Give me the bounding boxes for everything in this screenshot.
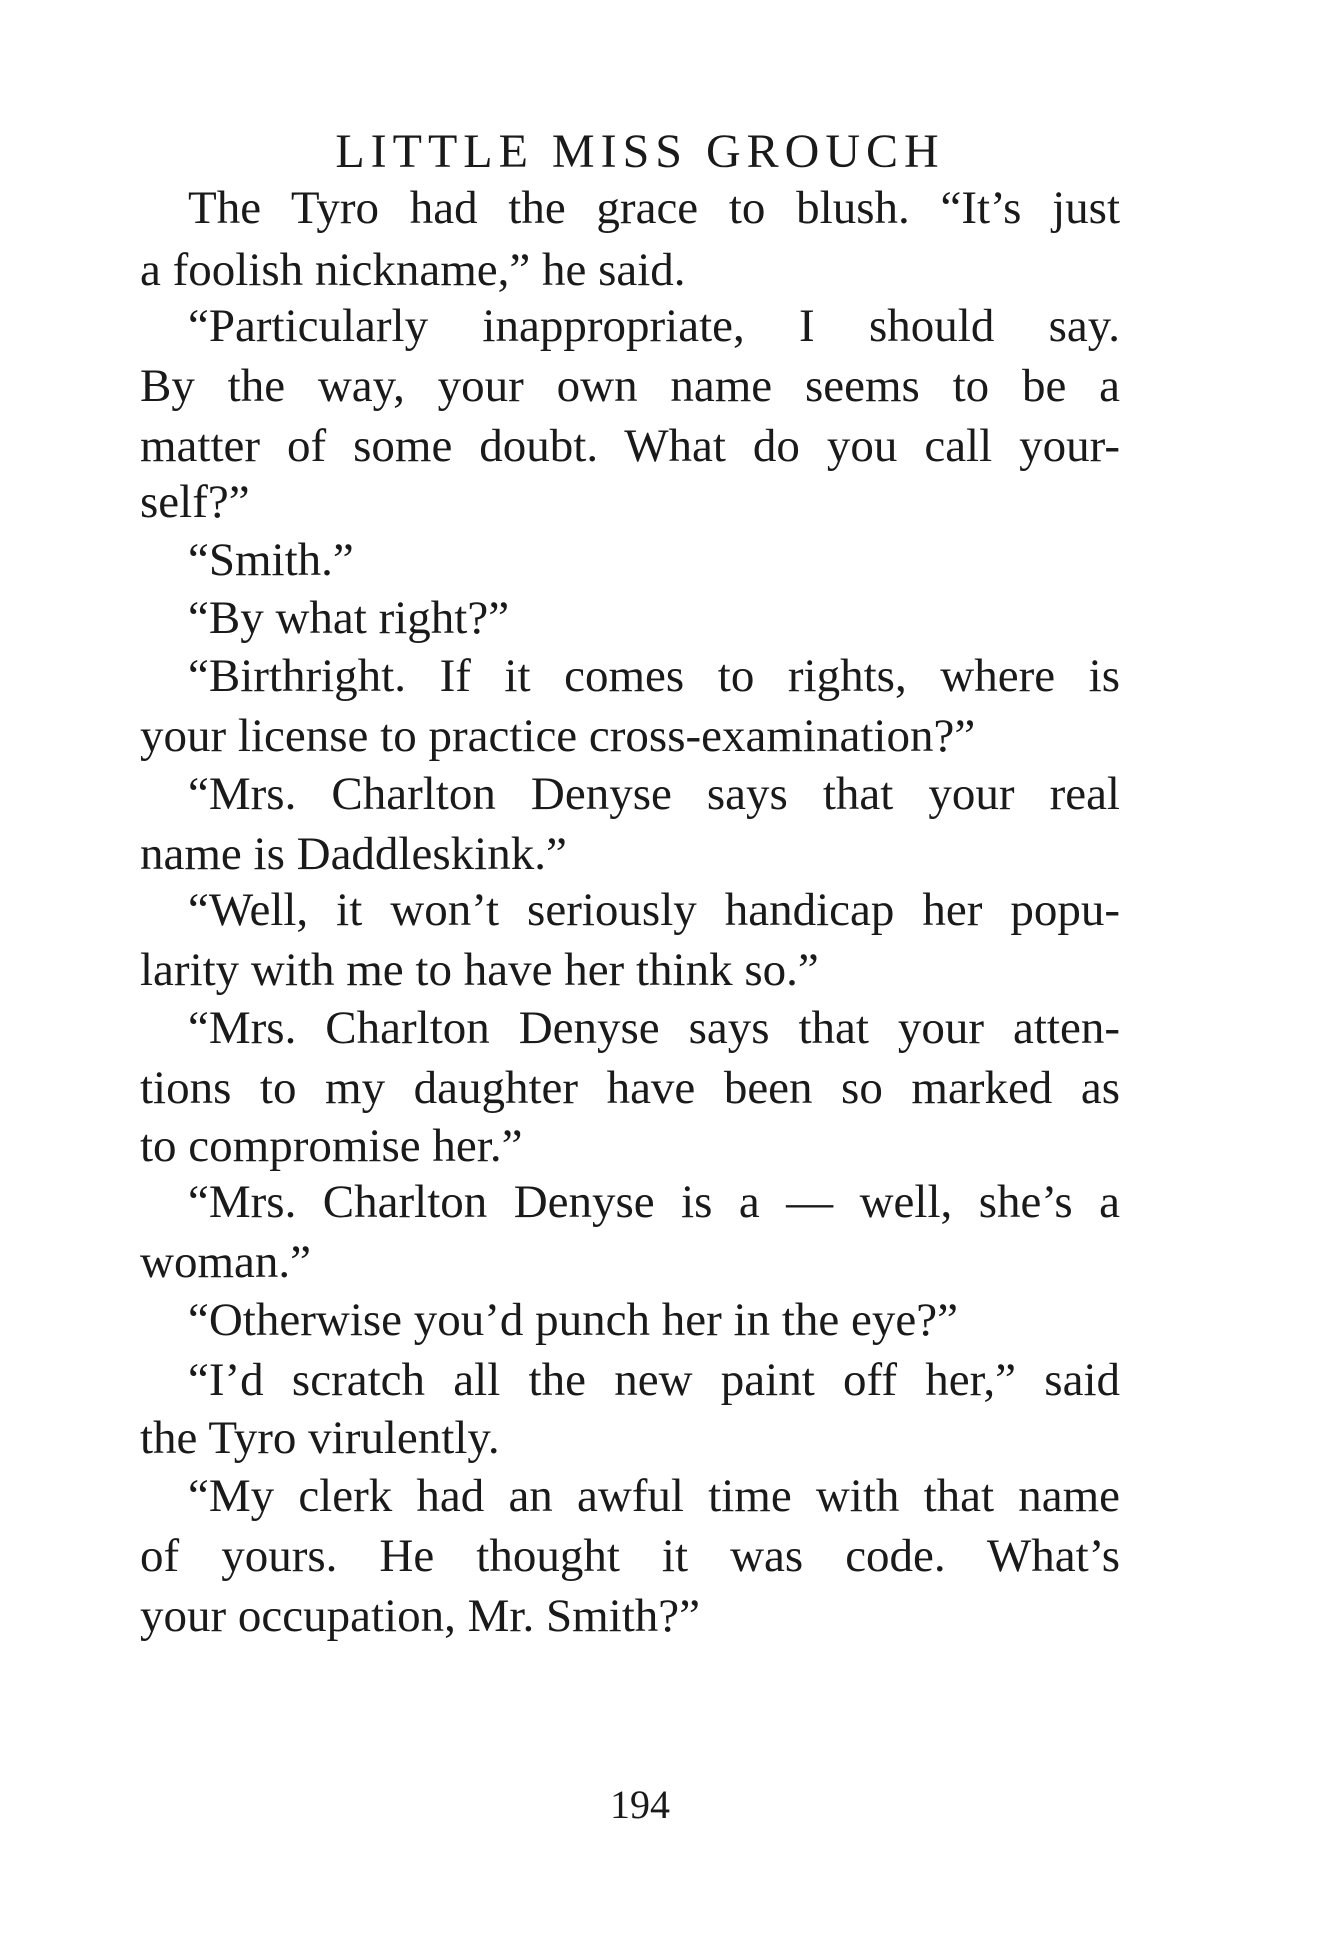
text-line: your occupation, Mr. Smith?” (140, 1590, 700, 1642)
text-line: “Mrs. Charlton Denyse says that your atten- (188, 1002, 1120, 1054)
text-line: larity with me to have her think so.” (140, 944, 819, 996)
text-line: “Birthright. If it comes to rights, where is (188, 650, 1120, 702)
text-line: “By what right?” (188, 592, 510, 644)
text-line: “Particularly inappropriate, I should say. (188, 300, 1120, 352)
text-line: “Mrs. Charlton Denyse is a — well, she’s a (188, 1176, 1120, 1228)
text-line: name is Daddleskink.” (140, 828, 567, 880)
text-line: self?” (140, 476, 250, 528)
text-line: the Tyro virulently. (140, 1412, 500, 1464)
text-line: of yours. He thought it was code. What’s (140, 1530, 1120, 1582)
page-number: 194 (610, 1782, 670, 1827)
text-line: tions to my daughter have been so marked as (140, 1062, 1120, 1114)
text-line: a foolish nickname,” he said. (140, 244, 686, 296)
text-line: “Smith.” (188, 534, 354, 586)
text-line: to compromise her.” (140, 1120, 523, 1172)
running-head: LITTLE MISS GROUCH (335, 125, 945, 178)
text-line: matter of some doubt. What do you call your- (140, 420, 1120, 472)
text-line: “Otherwise you’d punch her in the eye?” (188, 1294, 958, 1346)
text-line: “I’d scratch all the new paint off her,” said (188, 1354, 1120, 1406)
text-line: By the way, your own name seems to be a (140, 360, 1120, 412)
text-line: your license to practice cross-examination?” (140, 710, 976, 762)
text-line: woman.” (140, 1236, 311, 1288)
text-line: “Mrs. Charlton Denyse says that your real (188, 768, 1120, 820)
text-line: “My clerk had an awful time with that name (188, 1470, 1120, 1522)
text-line: The Tyro had the grace to blush. “It’s just (188, 182, 1120, 234)
text-line: “Well, it won’t seriously handicap her popu- (188, 884, 1120, 936)
